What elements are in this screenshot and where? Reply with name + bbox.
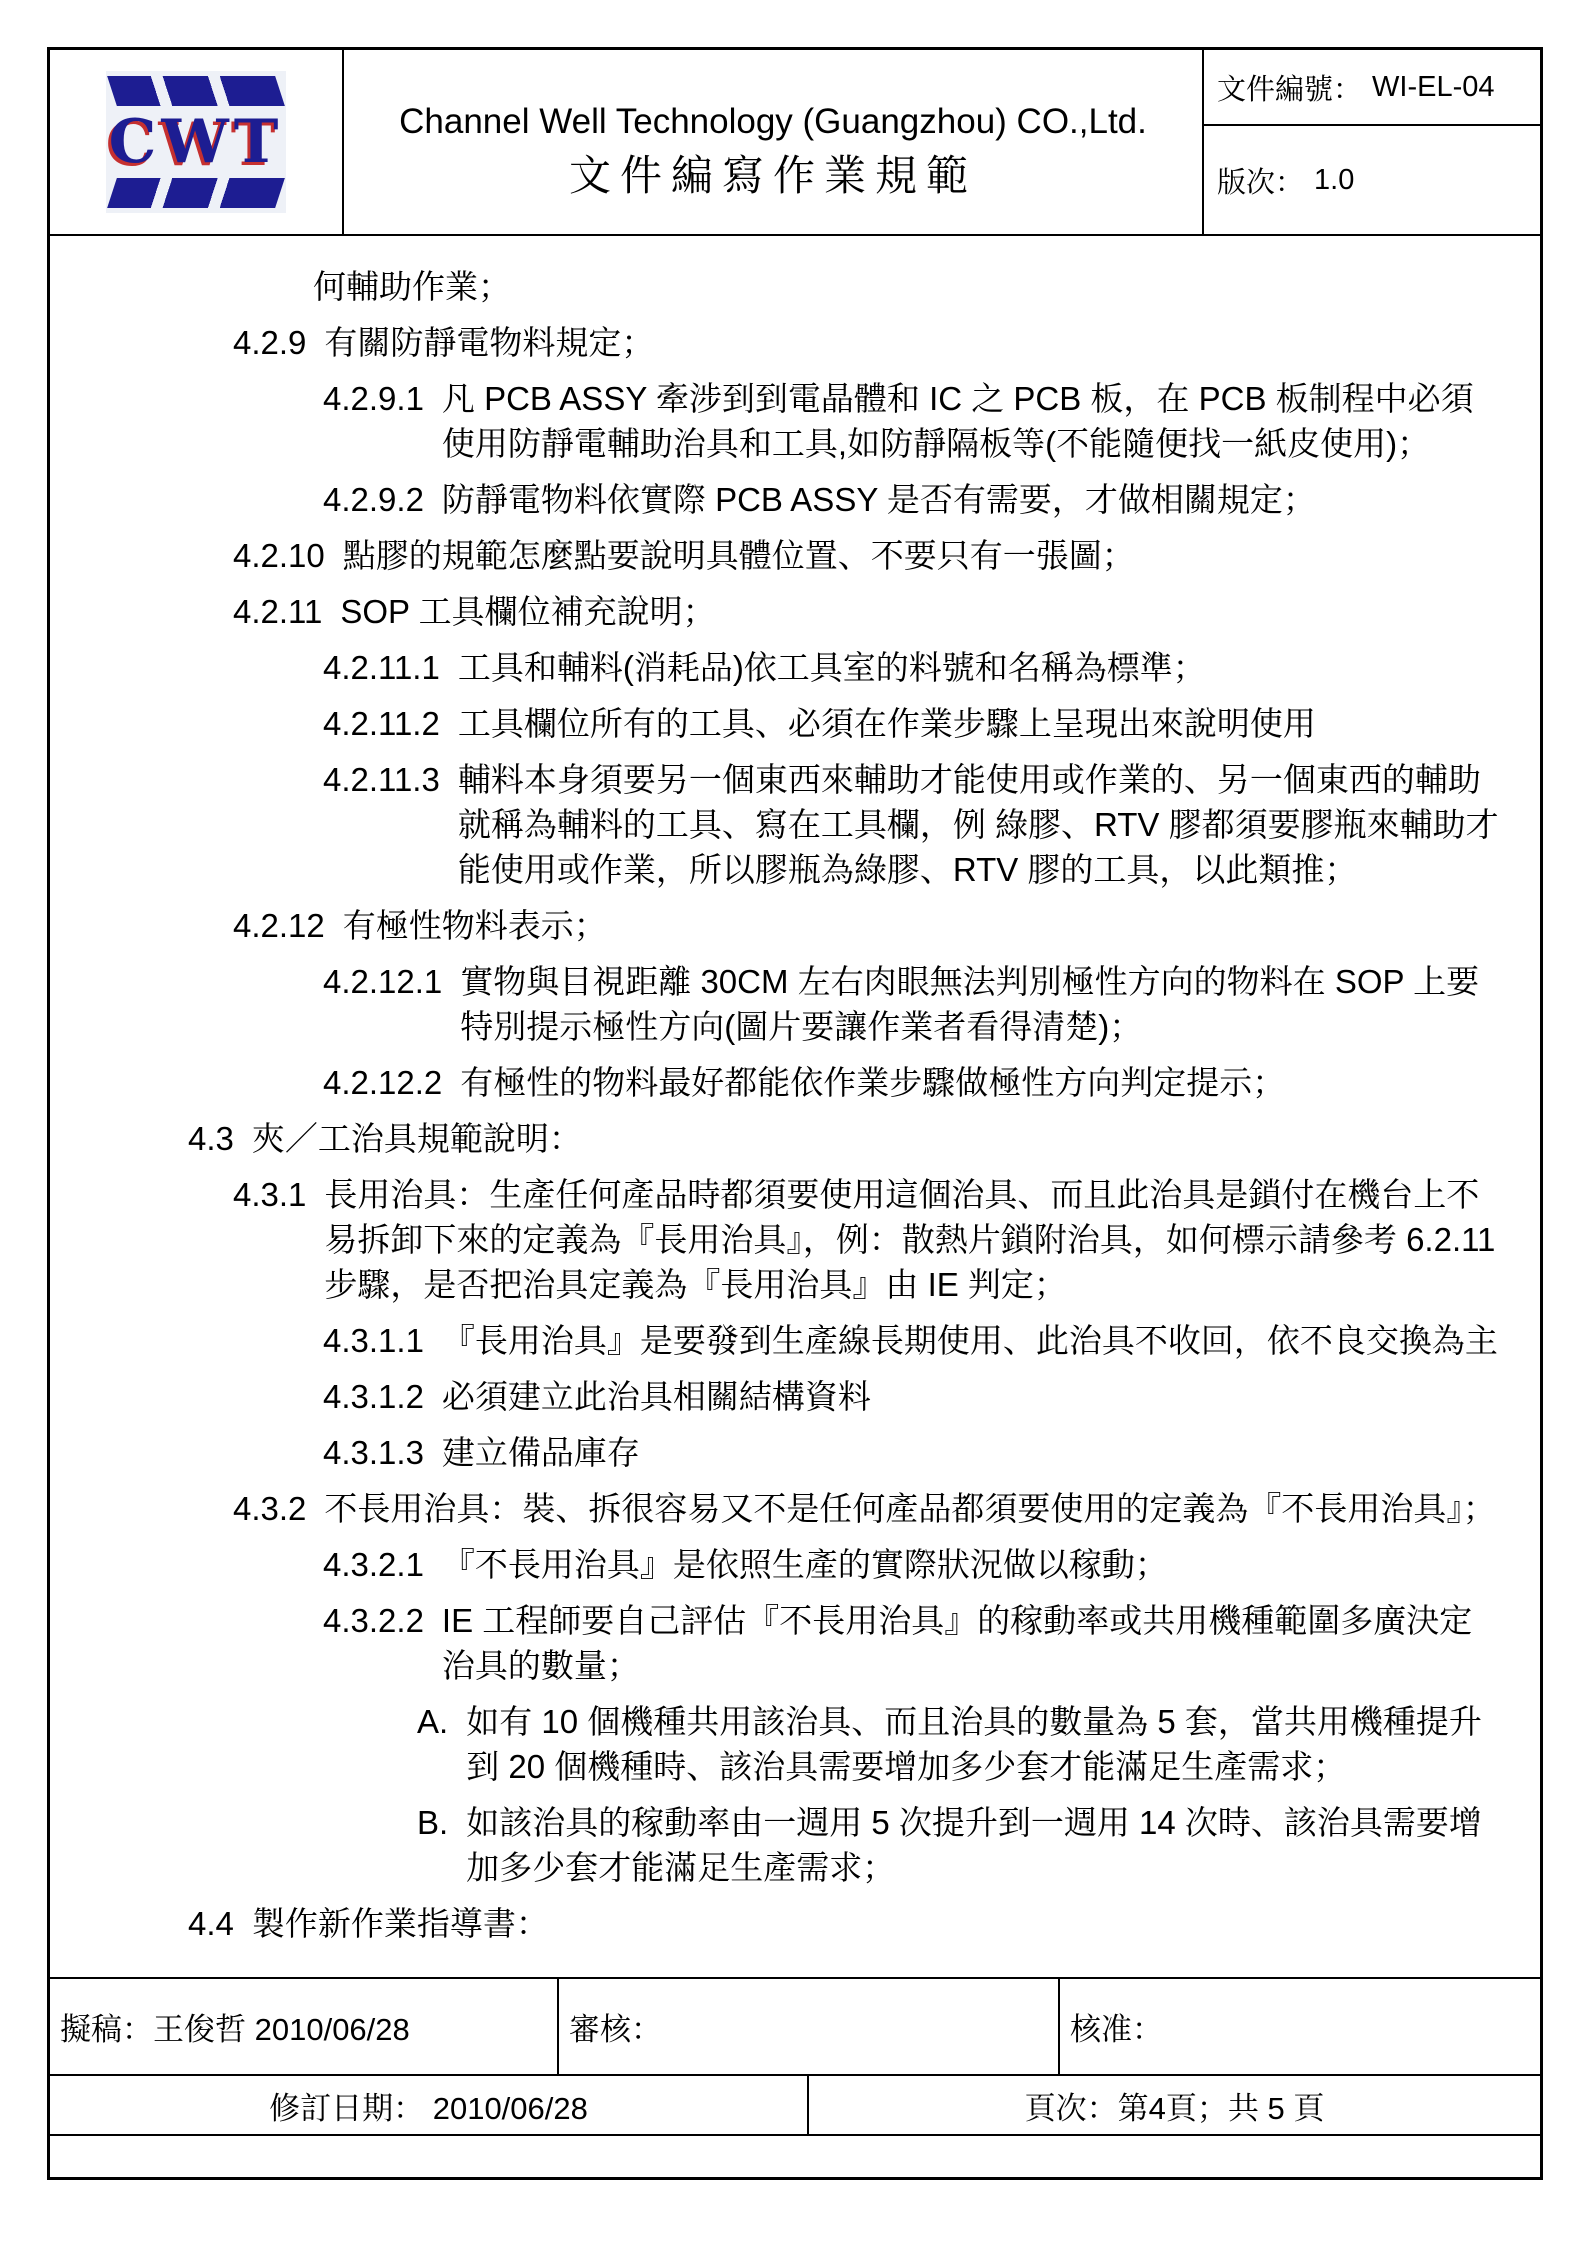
paragraph-text: 有極性物料表示； bbox=[342, 907, 607, 944]
approve-cell: 核准： bbox=[1070, 2012, 1163, 2047]
logo-band-bottom bbox=[107, 178, 285, 208]
paragraph-text: 點膠的規範怎麼點要說明具體位置、不要只有一張圖； bbox=[342, 537, 1135, 574]
page-number-cell: 頁次：第4頁；共 5 頁 bbox=[1024, 2090, 1325, 2126]
empty-footer-row bbox=[50, 2134, 1540, 2177]
revision-date-cell: 修訂日期： 2010/06/28 bbox=[50, 2076, 809, 2134]
paragraph-number: 4.2.11.3 bbox=[323, 761, 440, 798]
paragraph-text: 不長用治具：裝、拆很容易又不是任何產品都須要使用的定義為『不長用治具』； bbox=[324, 1490, 1496, 1527]
paragraph-text: 有關防靜電物料規定； bbox=[324, 324, 655, 361]
body-paragraph bbox=[98, 701, 1500, 746]
version-label: 版次： bbox=[1217, 166, 1305, 199]
paragraph-text: SOP 工具欄位補充說明； bbox=[340, 593, 716, 630]
paragraph-number: 4.3.2.2 bbox=[323, 1602, 424, 1639]
body-paragraph bbox=[98, 1598, 1500, 1688]
paragraph-number: 4.3.2 bbox=[233, 1490, 307, 1527]
body-paragraph bbox=[98, 1699, 1500, 1789]
body-paragraph bbox=[98, 533, 1500, 578]
paragraph-number: B. bbox=[417, 1804, 449, 1841]
document-header bbox=[50, 50, 1540, 236]
paragraph-number: 4.3.2.1 bbox=[323, 1546, 424, 1583]
body-paragraph bbox=[98, 320, 1500, 365]
paragraph-number: 4.4 bbox=[188, 1905, 234, 1942]
paragraph-text: 有極性的物料最好都能依作業步驟做極性方向判定提示； bbox=[460, 1064, 1286, 1101]
body-paragraph bbox=[98, 1116, 1500, 1161]
paragraph-number: 4.2.9.1 bbox=[323, 380, 424, 417]
paragraph-text: 製作新作業指導書： bbox=[251, 1905, 549, 1942]
body-paragraph bbox=[98, 264, 1500, 309]
body-paragraph bbox=[98, 645, 1500, 690]
body-paragraph bbox=[98, 1542, 1500, 1587]
paragraph-number: 4.2.9.2 bbox=[323, 481, 424, 518]
body-paragraph bbox=[98, 1486, 1500, 1531]
paragraph-number: 4.2.12 bbox=[233, 907, 325, 944]
paragraph-number: 4.2.10 bbox=[233, 537, 325, 574]
paragraph-text: 實物與目視距離 30CM 左右肉眼無法判別極性方向的物料在 SOP 上要特別提示極性方向(圖片要讓作業者看得清楚)； bbox=[460, 963, 1480, 1045]
paragraph-text: 『長用治具』是要發到生產線長期使用、此治具不收回，依不良交換為主 bbox=[441, 1322, 1498, 1359]
paragraph-number: 4.2.12.1 bbox=[323, 963, 443, 1000]
doc-number-label: 文件編號： bbox=[1217, 73, 1363, 106]
body-paragraph bbox=[98, 1318, 1500, 1363]
draft-cell: 擬稿：王俊哲 2010/06/28 bbox=[50, 1979, 559, 2074]
paragraph-number: 4.2.9 bbox=[233, 324, 307, 361]
paragraph-text: 夾／工治具規範說明： bbox=[251, 1120, 582, 1157]
paragraph-text: 建立備品庫存 bbox=[441, 1434, 640, 1471]
body-paragraphs bbox=[50, 236, 1540, 1977]
paragraph-text: 如該治具的稼動率由一週用 5 次提升到一週用 14 次時、該治具需要增加多少套才能滿足生產需求； bbox=[466, 1804, 1482, 1886]
paragraph-number: 4.2.11.2 bbox=[323, 705, 440, 742]
paragraph-text: 輔料本身須要另一個東西來輔助才能使用或作業的、另一個東西的輔助就稱為輔料的工具、寫在工具欄，例 綠膠、RTV 膠都須要膠瓶來輔助才能使用或作業，所以膠瓶為綠膠、RTV 膠的工具，以此類推； bbox=[457, 761, 1499, 888]
body-paragraph bbox=[98, 376, 1500, 466]
paragraph-number: 4.3.1.1 bbox=[323, 1322, 424, 1359]
body-paragraph bbox=[98, 903, 1500, 948]
paragraph-number: 4.3.1.3 bbox=[323, 1434, 424, 1471]
paragraph-number: 4.2.11 bbox=[233, 593, 323, 630]
paragraph-number: 4.3.1 bbox=[233, 1176, 307, 1213]
page-title: 文件編寫作業規範 bbox=[568, 152, 977, 199]
body-paragraph bbox=[98, 1172, 1500, 1307]
signature-row bbox=[50, 1977, 1540, 2074]
doc-number-value: WI-EL-04 bbox=[1372, 70, 1495, 103]
paragraph-text: 長用治具：生產任何產品時都須要使用這個治具、而且此治具是鎖付在機台上不易拆卸下來的定義為『長用治具』，例：散熱片鎖附治具，如何標示請參考 6.2.11 步驟，是否把治具定義為『長用治具』由 IE 判定； bbox=[324, 1176, 1496, 1303]
body-paragraph bbox=[98, 1060, 1500, 1105]
body-paragraph bbox=[98, 959, 1500, 1049]
logo-text: CWT bbox=[108, 107, 284, 177]
paragraph-text: IE 工程師要自己評估『不長用治具』的稼動率或共用機種範圍多廣決定治具的數量； bbox=[441, 1602, 1473, 1684]
paragraph-text: 工具和輔料(消耗品)依工具室的料號和名稱為標準； bbox=[457, 649, 1206, 686]
body-paragraph bbox=[98, 1800, 1500, 1890]
paragraph-number: 4.3.1.2 bbox=[323, 1378, 424, 1415]
paragraph-number: A. bbox=[417, 1703, 449, 1740]
company-name: Channel Well Technology (Guangzhou) CO.,Ltd. bbox=[399, 102, 1147, 141]
logo-cell bbox=[50, 50, 344, 234]
paragraph-text: 何輔助作業； bbox=[313, 268, 511, 305]
body-paragraph bbox=[98, 1430, 1500, 1475]
body-paragraph bbox=[98, 477, 1500, 522]
body-paragraph bbox=[98, 1901, 1500, 1946]
paragraph-text: 凡 PCB ASSY 牽涉到到電晶體和 IC 之 PCB 板，在 PCB 板制程中必須使用防靜電輔助治具和工具,如防靜隔板等(不能隨便找一紙皮使用)； bbox=[441, 380, 1474, 462]
document-frame bbox=[47, 47, 1543, 2180]
paragraph-text: 『不長用治具』是依照生產的實際狀況做以稼動； bbox=[441, 1546, 1168, 1583]
cwt-logo-icon bbox=[106, 71, 286, 213]
revision-row bbox=[50, 2074, 1540, 2134]
version-value: 1.0 bbox=[1314, 163, 1355, 196]
paragraph-text: 必須建立此治具相關結構資料 bbox=[441, 1378, 871, 1415]
paragraph-text: 如有 10 個機種共用該治具、而且治具的數量為 5 套，當共用機種提升到 20 個機種時、該治具需要增加多少套才能滿足生產需求； bbox=[466, 1703, 1482, 1785]
logo-band-top bbox=[107, 76, 285, 106]
paragraph-text: 防靜電物料依實際 PCB ASSY 是否有需要，才做相關規定； bbox=[441, 481, 1316, 518]
paragraph-text: 工具欄位所有的工具、必須在作業步驟上呈現出來說明使用 bbox=[457, 705, 1316, 742]
body-paragraph bbox=[98, 757, 1500, 892]
paragraph-number: 4.3 bbox=[188, 1120, 234, 1157]
review-cell: 審核： bbox=[559, 1979, 1060, 2074]
body-paragraph bbox=[98, 1374, 1500, 1419]
doc-number-cell bbox=[1204, 50, 1540, 126]
paragraph-number: 4.2.11.1 bbox=[323, 649, 440, 686]
paragraph-number: 4.2.12.2 bbox=[323, 1064, 443, 1101]
title-cell bbox=[344, 50, 1204, 234]
meta-cell bbox=[1204, 50, 1540, 234]
body-paragraph bbox=[98, 589, 1500, 634]
version-cell bbox=[1204, 126, 1540, 234]
